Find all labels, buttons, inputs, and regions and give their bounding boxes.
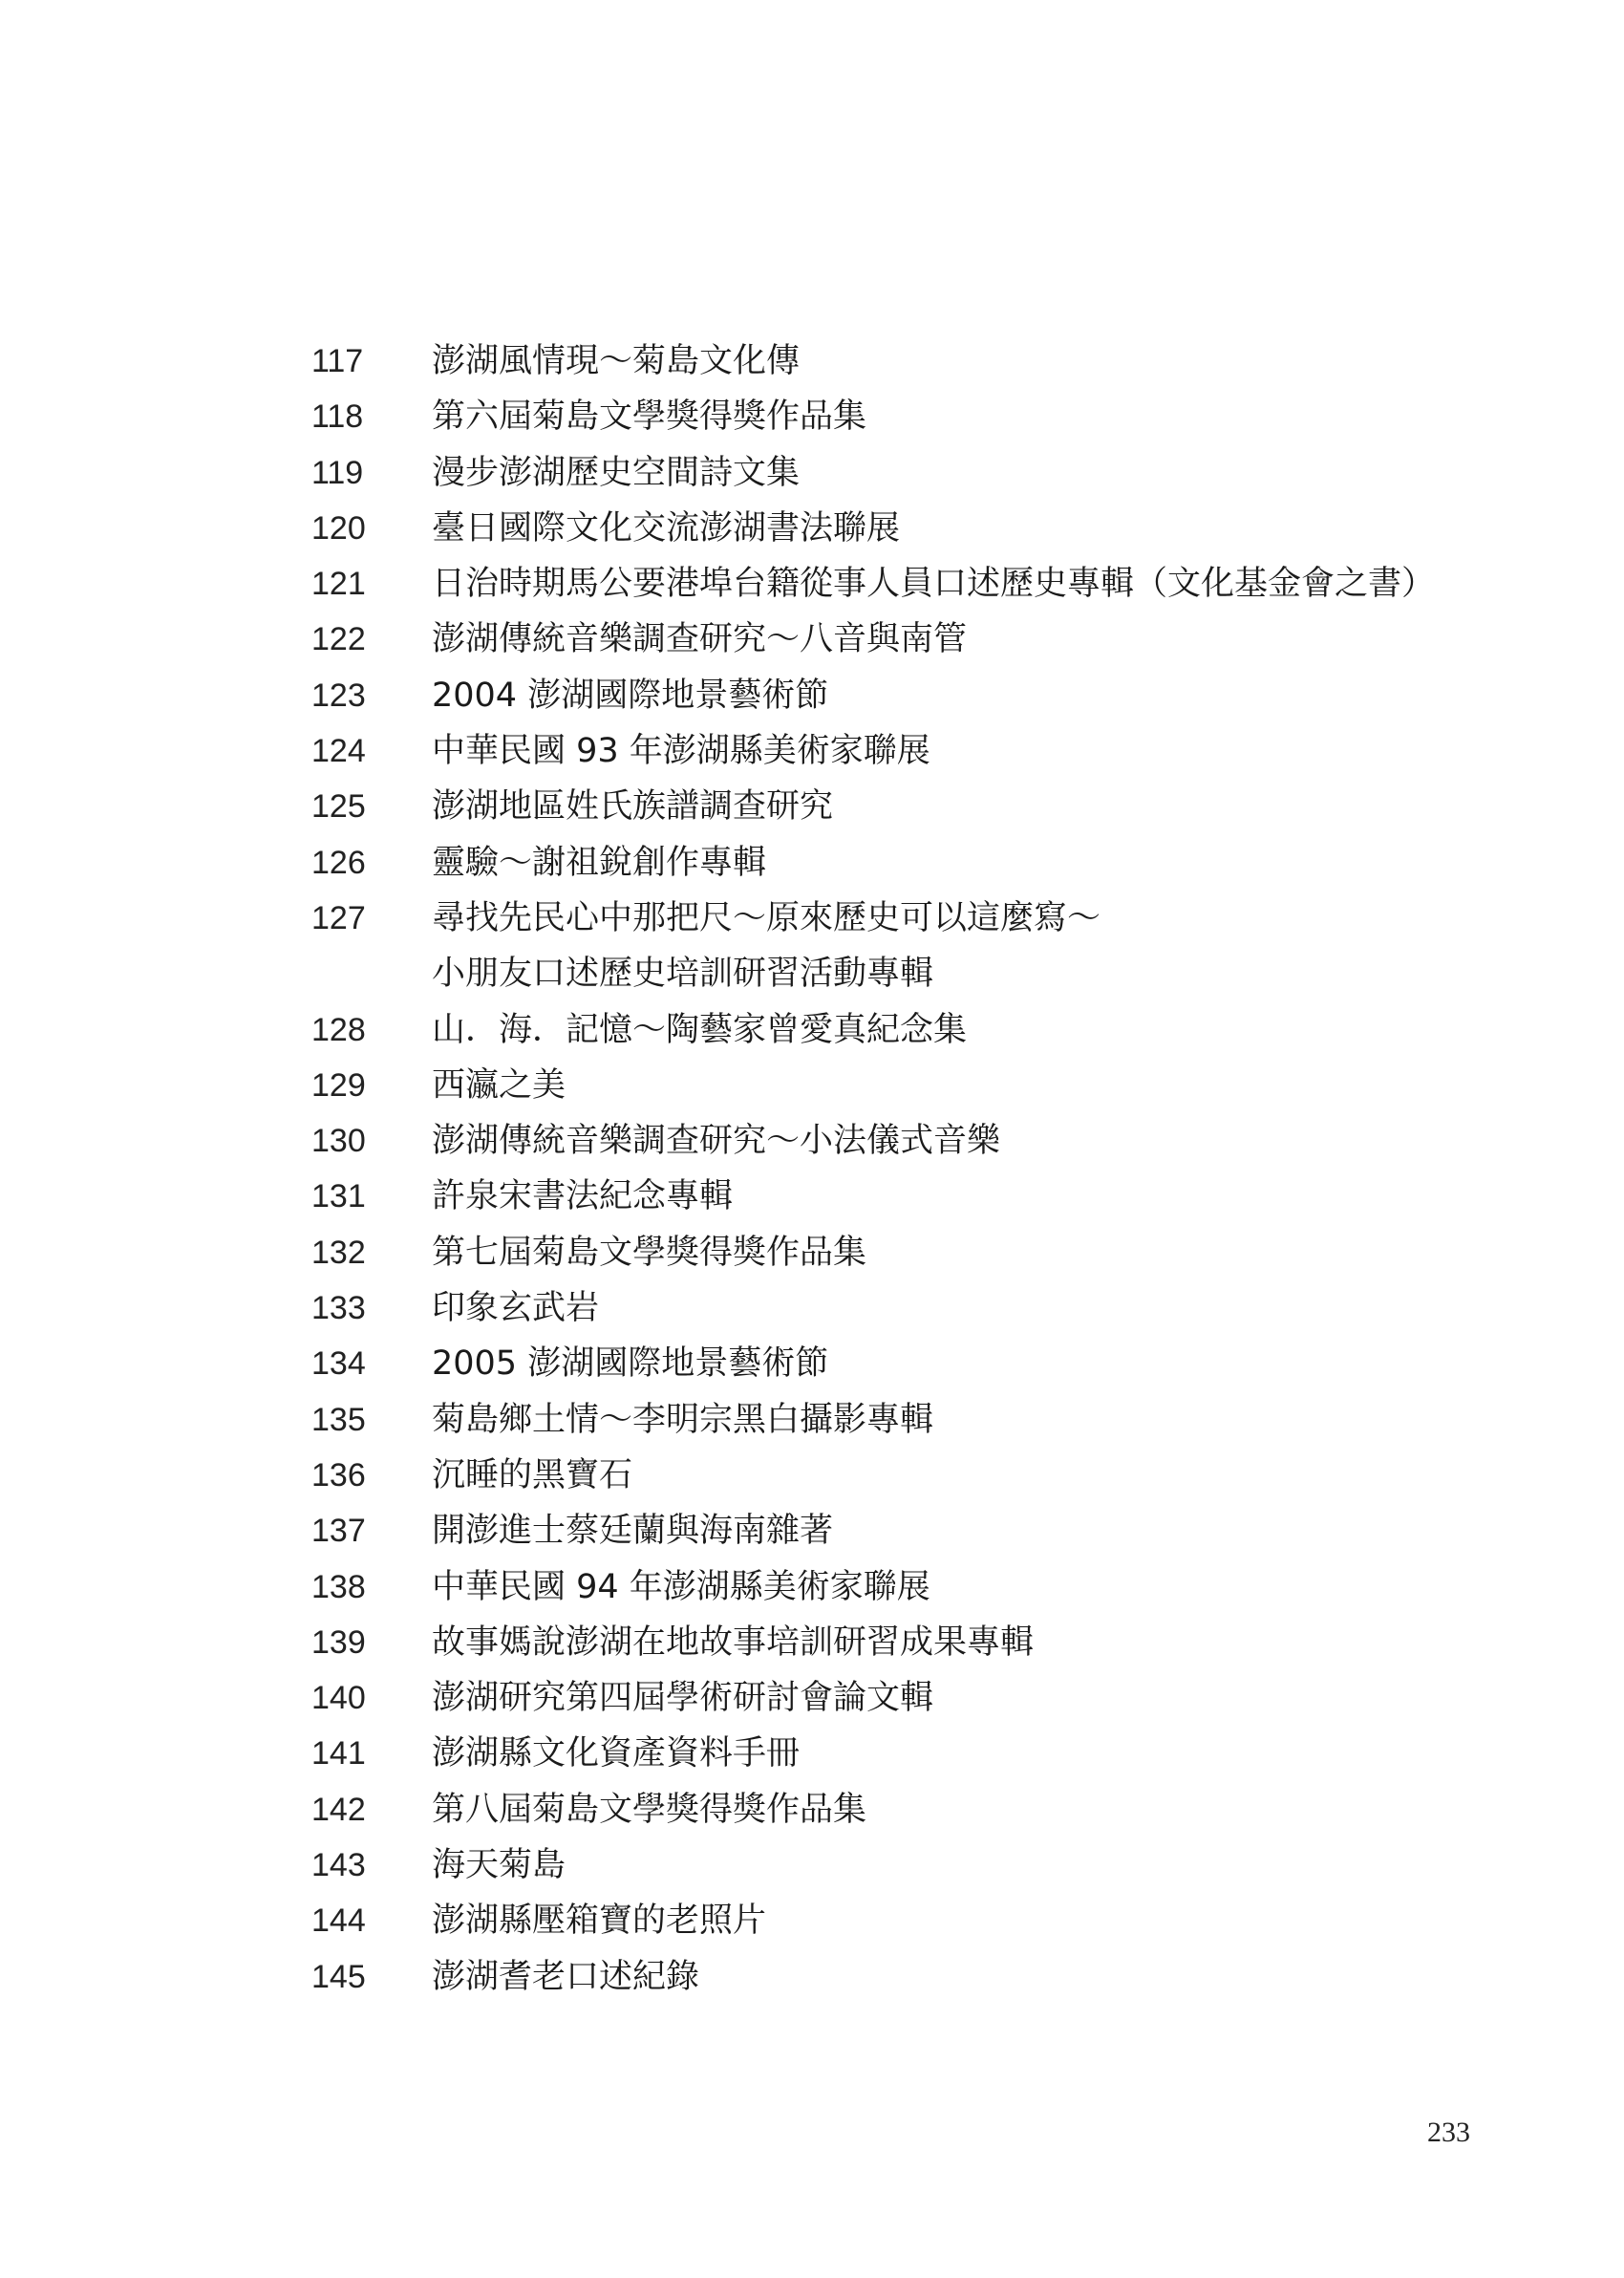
entry-title-line: 許泉宋書法紀念專輯 — [432, 1177, 734, 1216]
entry-title — [432, 1122, 1530, 1177]
entry-title — [432, 1902, 1530, 1957]
entry-number: 117 — [311, 343, 364, 379]
entry-number: 136 — [311, 1456, 366, 1494]
entry-number: 142 — [311, 1791, 366, 1828]
list-item — [0, 1734, 1624, 1790]
entry-number: 130 — [311, 1123, 366, 1160]
entry-title-line: 澎湖地區姓氏族譜調查研究 — [432, 787, 834, 827]
entry-title-line: 海天菊島 — [432, 1846, 566, 1885]
entry-title-line: 日治時期馬公要港埠台籍從事人員口述歷史專輯（文化基金會之書） — [432, 565, 1436, 604]
entry-title — [432, 1344, 1530, 1400]
list-item — [0, 1512, 1624, 1567]
entry-title — [432, 732, 1530, 787]
entry-title-line: 澎湖縣壓箱寶的老照片 — [432, 1902, 767, 1941]
entry-title — [432, 620, 1530, 676]
list-item — [0, 1791, 1624, 1846]
entry-title — [432, 1846, 1530, 1902]
entry-number: 138 — [311, 1568, 366, 1605]
list-item — [0, 1846, 1624, 1902]
list-item — [0, 1623, 1624, 1679]
list-item — [0, 342, 1624, 398]
list-item — [0, 1122, 1624, 1177]
list-item — [0, 1902, 1624, 1957]
entry-number: 140 — [311, 1680, 366, 1717]
entry-title — [432, 677, 1530, 732]
entry-title-line: 尋找先民心中那把尺～原來歷史可以這麼寫～ — [432, 898, 1101, 937]
entry-number: 134 — [311, 1345, 366, 1383]
entry-title-line: 澎湖傳統音樂調查研究～小法儀式音樂 — [432, 1122, 1001, 1161]
entry-title — [432, 1066, 1530, 1122]
list-item — [0, 1011, 1624, 1066]
entry-title-line: 澎湖耆老口述紀錄 — [432, 1957, 700, 1996]
publication-list — [0, 342, 1624, 2013]
entry-number: 135 — [311, 1401, 366, 1438]
entry-number: 119 — [311, 454, 364, 491]
list-item — [0, 1679, 1624, 1734]
entry-number: 121 — [311, 566, 366, 603]
entry-number: 145 — [311, 1958, 366, 1995]
entry-title-line: 第八屆菊島文學獎得獎作品集 — [432, 1790, 867, 1829]
list-item — [0, 1177, 1624, 1233]
entry-number: 118 — [311, 398, 364, 436]
entry-title — [432, 1512, 1530, 1567]
list-item — [0, 899, 1624, 1011]
entry-title — [432, 1177, 1530, 1233]
entry-title-line: 沉睡的黑寶石 — [432, 1455, 633, 1494]
list-item — [0, 398, 1624, 453]
entry-title — [432, 1401, 1530, 1456]
entry-number: 141 — [311, 1735, 366, 1773]
entry-number: 128 — [311, 1011, 366, 1048]
entry-title-line: 開澎進士蔡廷蘭與海南雜著 — [432, 1512, 834, 1551]
entry-number: 123 — [311, 677, 366, 714]
list-item — [0, 454, 1624, 509]
entry-title-line: 2004 澎湖國際地景藝術節 — [432, 676, 829, 715]
entry-title-line: 第七屆菊島文學獎得獎作品集 — [432, 1233, 867, 1272]
entry-title-line: 西瀛之美 — [432, 1065, 566, 1105]
list-item — [0, 1456, 1624, 1512]
entry-title — [432, 899, 1530, 1011]
entry-number: 139 — [311, 1623, 366, 1661]
list-item — [0, 677, 1624, 732]
entry-number: 144 — [311, 1902, 366, 1940]
entry-title — [432, 1623, 1530, 1679]
entry-title — [432, 787, 1530, 843]
entry-number: 122 — [311, 621, 366, 658]
entry-title-line: 2005 澎湖國際地景藝術節 — [432, 1344, 829, 1384]
entry-title — [432, 1679, 1530, 1734]
list-item — [0, 1401, 1624, 1456]
entry-title — [432, 509, 1530, 565]
entry-title — [432, 1568, 1530, 1623]
list-item — [0, 1958, 1624, 2013]
entry-number: 120 — [311, 509, 366, 547]
entry-title — [432, 398, 1530, 453]
entry-title — [432, 1011, 1530, 1066]
list-item — [0, 787, 1624, 843]
entry-title — [432, 565, 1530, 620]
entry-title-line: 臺日國際文化交流澎湖書法聯展 — [432, 508, 901, 548]
entry-title-line: 第六屆菊島文學獎得獎作品集 — [432, 398, 867, 437]
entry-number: 125 — [311, 788, 366, 826]
entry-title-line: 菊島鄉土情～李明宗黑白攝影專輯 — [432, 1400, 934, 1439]
entry-number: 126 — [311, 844, 366, 881]
list-item — [0, 844, 1624, 899]
entry-title — [432, 1456, 1530, 1512]
entry-title-line: 靈驗～謝祖銳創作專輯 — [432, 843, 767, 882]
entry-title-line: 漫步澎湖歷史空間詩文集 — [432, 453, 801, 492]
entry-number: 133 — [311, 1290, 366, 1327]
entry-title — [432, 1791, 1530, 1846]
entry-title — [432, 1289, 1530, 1344]
entry-title — [432, 1734, 1530, 1790]
entry-title — [432, 1958, 1530, 2013]
entry-title — [432, 342, 1530, 398]
entry-title-line: 澎湖研究第四屆學術研討會論文輯 — [432, 1679, 934, 1718]
entry-title-line: 中華民國 94 年澎湖縣美術家聯展 — [432, 1567, 930, 1606]
list-item — [0, 565, 1624, 620]
entry-title — [432, 454, 1530, 509]
list-item — [0, 509, 1624, 565]
list-item — [0, 1234, 1624, 1289]
entry-title-line: 中華民國 93 年澎湖縣美術家聯展 — [432, 732, 930, 771]
entry-title-line: 澎湖風情現～菊島文化傳 — [432, 342, 801, 380]
list-item — [0, 1289, 1624, 1344]
entry-title — [432, 1234, 1530, 1289]
entry-number: 143 — [311, 1847, 366, 1884]
entry-title-line: 山．海．記憶～陶藝家曾愛真紀念集 — [432, 1010, 968, 1049]
entry-number: 127 — [311, 899, 366, 936]
entry-number: 124 — [311, 733, 366, 770]
entry-number: 137 — [311, 1513, 366, 1550]
list-item — [0, 1066, 1624, 1122]
entry-title-line: 澎湖傳統音樂調查研究～八音與南管 — [432, 620, 968, 659]
entry-number: 132 — [311, 1234, 366, 1271]
entry-title-line-2: 小朋友口述歷史培訓研習活動專輯 — [432, 955, 934, 994]
entry-title-line: 印象玄武岩 — [432, 1289, 600, 1328]
list-item — [0, 1568, 1624, 1623]
entry-number: 129 — [311, 1066, 366, 1104]
entry-title — [432, 844, 1530, 899]
list-item — [0, 620, 1624, 676]
entry-title-line: 澎湖縣文化資產資料手冊 — [432, 1734, 801, 1773]
entry-number: 131 — [311, 1178, 366, 1215]
list-item — [0, 732, 1624, 787]
list-item — [0, 1344, 1624, 1400]
page-number: 233 — [1427, 2117, 1470, 2148]
entry-title-line: 故事媽說澎湖在地故事培訓研習成果專輯 — [432, 1623, 1035, 1662]
